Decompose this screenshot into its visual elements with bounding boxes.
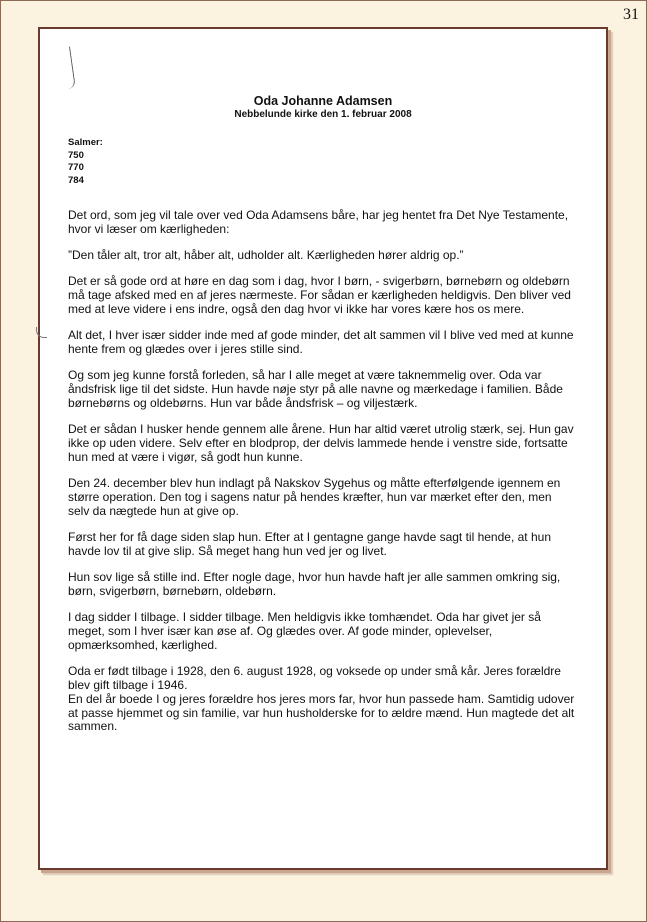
sermon-body bbox=[68, 209, 576, 747]
quote-paragraph: ”Den tåler alt, tror alt, håber alt, udholder alt. Kærligheden hører aldrig op.” bbox=[68, 248, 464, 263]
paragraph: Det ord, som jeg vil tale over ved Oda Adamsens båre, har jeg hentet fra Det Nye Testamente, hvor vi læser om kærligheden: bbox=[68, 208, 569, 236]
hymn-number: 750 bbox=[68, 149, 84, 161]
paragraph: Den 24. december blev hun indlagt på Nakskov Sygehus og måtte efterfølgende igennem en større operation. Den tog i sagens natur på hendes kræfter, hun var mærket efter den, men selv da nægtede hun at give op. bbox=[68, 476, 561, 518]
hymn-number: 784 bbox=[68, 174, 84, 186]
paragraph: Først her for få dage siden slap hun. Efter at I gentagne gange havde sagt til hende, at hun havde lov til at give slip. Så meget hang hun ved jer og livet. bbox=[68, 530, 551, 558]
margin-mark bbox=[36, 327, 47, 338]
hymn-label: Salmer: bbox=[68, 137, 103, 148]
document-subtitle: Nebbelunde kirke den 1. februar 2008 bbox=[234, 109, 412, 120]
hymn-number: 770 bbox=[68, 162, 84, 173]
paragraph: Det er så gode ord at høre en dag som i dag, hvor I børn, - svigerbørn, børnebørn og oldebørn må tage afsked med en af jeres nærmeste. For sådan er kærligheden heldigvis. Den bliver ved med at leve videre i ens indre, også den dag hvor vi ikke har vores kære hos os mere. bbox=[68, 274, 571, 316]
document-title: Oda Johanne Adamsen bbox=[253, 94, 393, 108]
paragraph: I dag sidder I tilbage. I sidder tilbage. Men heldigvis ikke tomhændet. Oda har givet jer så meget, som I hver især kan øse af. Og glædes over. Af gode minder, oplevelser, opmærksomhed, kærlighed. bbox=[68, 610, 541, 652]
paragraph: Hun sov lige så stille ind. Efter nogle dage, hvor hun havde haft jer alle sammen omkring sig, børn, svigerbørn, børnebørn, oldebørn. bbox=[68, 570, 561, 598]
paragraph: Alt det, I hver især sidder inde med af gode minder, det alt sammen vil I blive ved med at kunne hente frem og glædes over i jeres stille sind. bbox=[68, 328, 574, 357]
paragraph: Det er sådan I husker hende gennem alle årene. Hun har altid været utrolig stærk, sej. Hun gav ikke op uden videre. Selv efter en blodprop, der delvis lammede hende i venstre side, fortsatte hun med at være i vigør, så godt hun kunne. bbox=[68, 422, 574, 464]
pencil-mark bbox=[59, 46, 76, 89]
paragraph: Og som jeg kunne forstå forleden, så har I alle meget at være taknemmelig over. Oda var åndsfrisk lige til det sidste. Hun havde nøje styr på alle navne og mærkedage i familien. Både børnebørns og oldebørns. Hun var både åndsfrisk – og viljestærk. bbox=[68, 368, 563, 410]
paragraph: En del år boede I og jeres forældre hos jeres mors far, hvor hun passede ham. Samtidig udover at passe hjemmet og sin familie, var hun husholderske for to ældre mænd. Hun magtede det alt sammen. bbox=[68, 691, 575, 734]
document-sheet bbox=[38, 27, 608, 870]
hymn-list bbox=[68, 137, 103, 187]
paragraph: Oda er født tilbage i 1928, den 6. august 1928, og voksede op under små kår. Jeres forældre blev gift tilbage i 1946. bbox=[68, 664, 561, 692]
page-number: 31 bbox=[623, 6, 639, 23]
